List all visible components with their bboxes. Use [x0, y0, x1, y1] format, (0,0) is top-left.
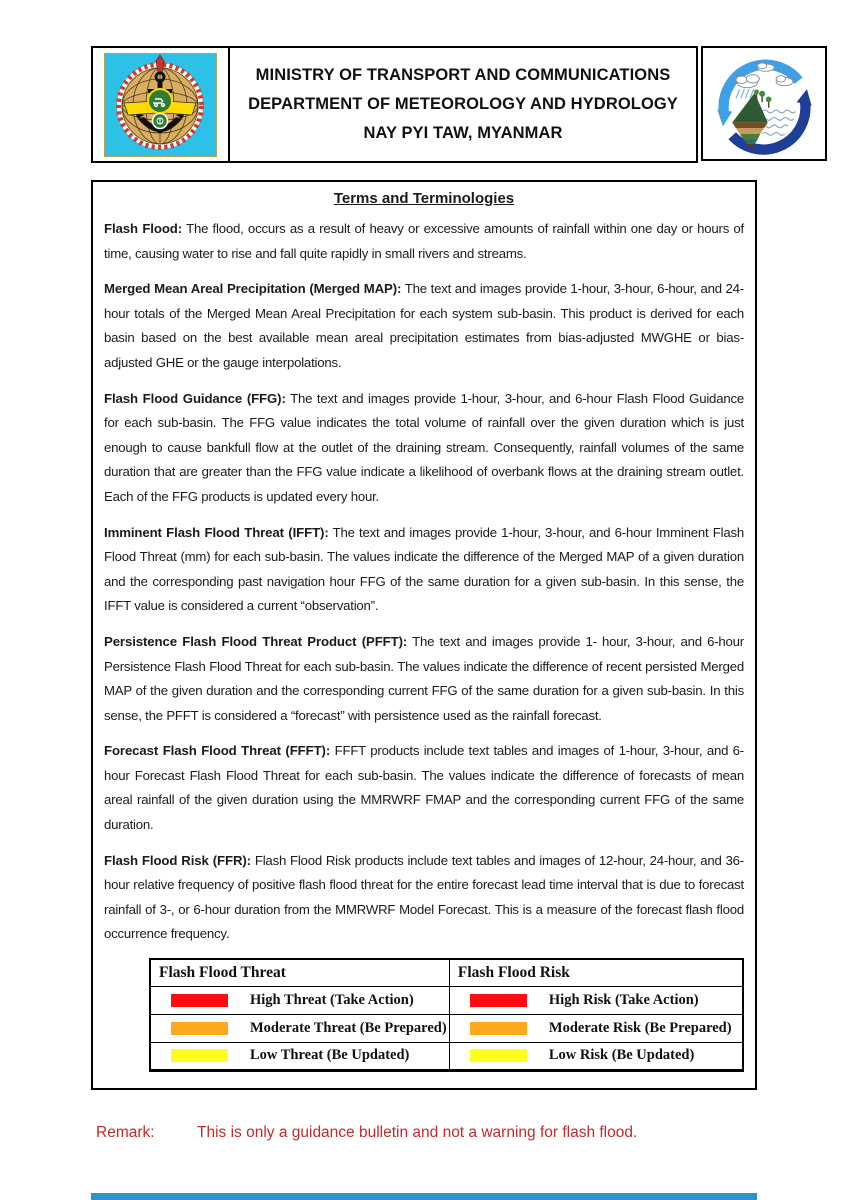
- water-cycle-logo-icon: [708, 53, 820, 155]
- page-header: [91, 46, 827, 163]
- moderate-risk-color-swatch: [470, 1022, 527, 1035]
- ministry-seal-icon: [104, 53, 217, 157]
- high-risk-label: High Risk (Take Action): [548, 991, 699, 1008]
- header-title-block: [230, 48, 696, 161]
- high-risk-color-swatch: [470, 994, 527, 1007]
- low-threat-color-swatch: [171, 1049, 228, 1062]
- header-title-box: [91, 46, 698, 163]
- low-threat-label: Low Threat (Be Updated): [250, 1047, 410, 1064]
- footer-banner-edge: [91, 1193, 757, 1200]
- paragraph-pfft: Persistence Flash Flood Threat Product (PFFT): The text and images provide 1- hour, 3-hour, and 6-hour Persistence Flash Flood Threat for each sub-basin. The values indicate the difference of recent persisted Merged MAP of the given duration and the corresponding current FFG of the same duration for a given sub-basin. In this sense, the PFFT is considered a “forecast” with persistence used as the rainfall forecast.: [104, 633, 744, 723]
- legend-row-high: [150, 986, 743, 1014]
- terms-document-box: [91, 180, 757, 1090]
- high-threat-color-swatch: [171, 994, 228, 1007]
- paragraph-flash-flood: Flash Flood: The flood, occurs as a result of heavy or excessive amounts of rainfall within one day or hours of time, causing water to rise and fall quite rapidly in small rivers and streams.: [104, 221, 745, 261]
- moderate-threat-color-swatch: [171, 1022, 228, 1035]
- moderate-risk-label: Moderate Risk (Be Prepared): [548, 1019, 732, 1036]
- department-title: DEPARTMENT OF METEOROLOGY AND HYDROLOGY: [248, 95, 678, 113]
- paragraph-merged-map: Merged Mean Areal Precipitation (Merged MAP): The text and images provide 1-hour, 3-hour, 6-hour, and 24-hour totals of the Merged Mean Areal Precipitation for each system sub-basin. This product is derived for each basin based on the best available mean areal precipitation estimates from bias-adjusted MWGHE or bias-adjusted GHE or the gauge interpolations.: [104, 281, 745, 370]
- low-risk-color-swatch: [470, 1049, 527, 1062]
- remark-line: [96, 1124, 637, 1142]
- legend-header-row: [150, 959, 743, 986]
- legend-row-moderate: [150, 1014, 743, 1042]
- legend-row-low: [150, 1042, 743, 1070]
- paragraph-ffr: Flash Flood Risk (FFR): Flash Flood Risk products include text tables and images of 12-hour, 24-hour, and 36-hour relative frequency of positive flash flood threat for the entire forecast lead time interval that is due to forecast rainfall of 3-, or 6-hour duration from the MMRWRF Model Forecast. This is a measure of the forecast flash flood occurrence frequency.: [104, 852, 744, 942]
- high-threat-label: High Threat (Take Action): [250, 991, 414, 1008]
- remark-label: Remark:: [96, 1124, 155, 1141]
- paragraph-ffg: Flash Flood Guidance (FFG): The text and images provide 1-hour, 3-hour, and 6-hour Flash Flood Guidance for each sub-basin. The FFG value indicates the total volume of rainfall over the given duration which is just enough to cause bankfull flow at the outlet of the draining stream. Consequently, rainfall volumes of the same duration that are greater than the FFG value indicate a likelihood of overbank flows at the draining stream outlet. Each of the FFG products is updated every hour.: [104, 390, 744, 504]
- paragraph-ffft: Forecast Flash Flood Threat (FFFT): FFFT products include text tables and images of 1-hour, 3-hour, and 6-hour Forecast Flash Flood Threat for each sub-basin. The values indicate the difference of forecasts of mean areal rainfall of the given duration using the MMRWRF FMAP and the corresponding current FFG of the same duration.: [104, 743, 745, 833]
- legend-col-threat-header: Flash Flood Threat: [150, 959, 449, 986]
- threat-risk-legend-table: [149, 958, 744, 1072]
- low-risk-label: Low Risk (Be Updated): [548, 1047, 695, 1064]
- moderate-threat-label: Moderate Threat (Be Prepared): [250, 1019, 447, 1036]
- location-title: NAY PYI TAW, MYANMAR: [363, 124, 563, 142]
- hydrology-logo-box: [701, 46, 827, 161]
- remark-text: This is only a guidance bulletin and not a warning for flash flood.: [197, 1124, 638, 1141]
- ministry-logo-cell: [93, 48, 230, 161]
- paragraph-ifft: Imminent Flash Flood Threat (IFFT): The text and images provide 1-hour, 3-hour, and 6-hour Imminent Flash Flood Threat (mm) for each sub-basin. The values indicate the difference of the Merged MAP of a given duration and the corresponding past navigation hour FFG of the same duration for a given sub-basin. In this sense, the IFFT value is considered a current “observation”.: [104, 524, 744, 614]
- document-heading: Terms and Terminologies: [333, 190, 515, 207]
- legend-col-risk-header: Flash Flood Risk: [449, 959, 743, 986]
- ministry-title: MINISTRY OF TRANSPORT AND COMMUNICATIONS: [255, 66, 671, 84]
